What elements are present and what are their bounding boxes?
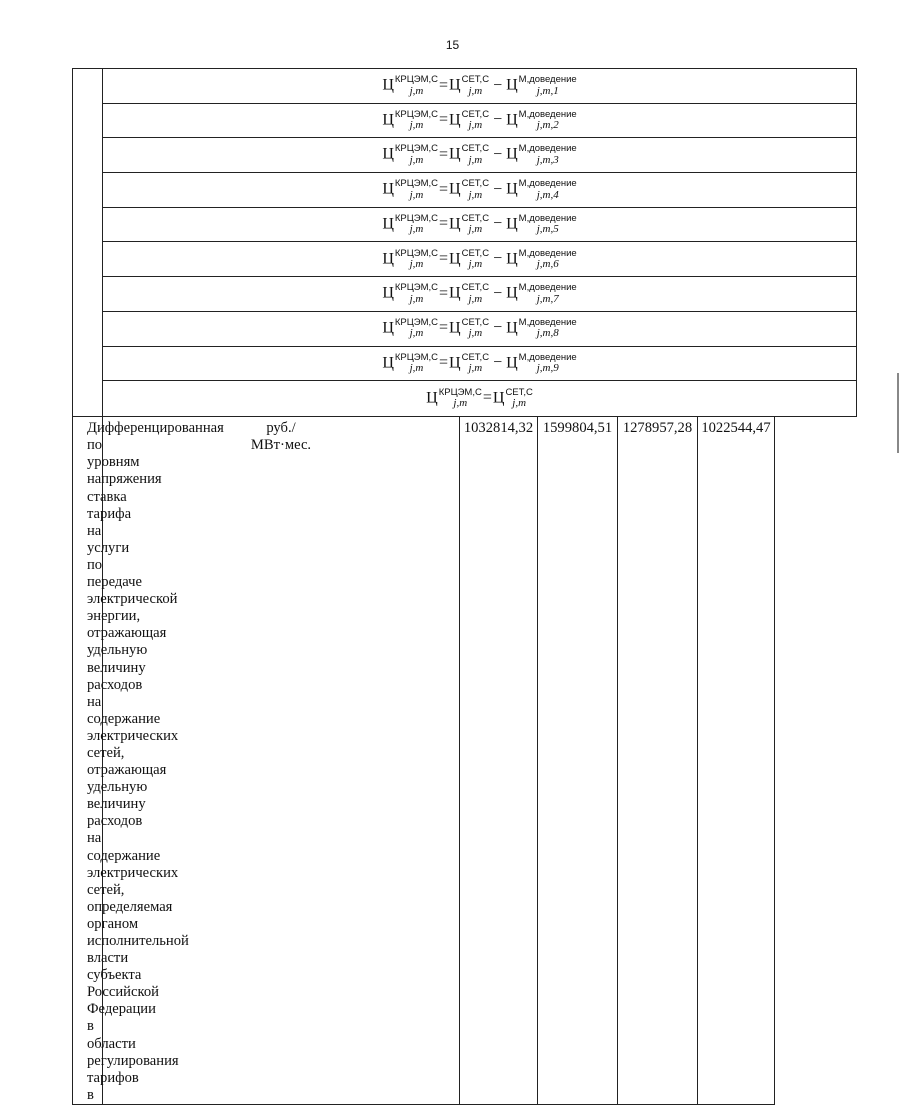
formula-term-indices bbox=[462, 353, 489, 375]
formula bbox=[382, 249, 576, 271]
formula-cell bbox=[103, 173, 857, 208]
value-cell-2: 1599804,51 bbox=[538, 417, 618, 1105]
formula-term-subtracted-superscript: М,доведение bbox=[518, 178, 577, 190]
formula-term-subtracted-base: Ц bbox=[506, 180, 518, 198]
formula-lhs-indices bbox=[395, 110, 438, 132]
formula-term-subtracted-base: Ц bbox=[506, 354, 518, 372]
formula-term-subtracted-indices bbox=[519, 144, 577, 166]
formula-term-subtracted-subscript: j,m,3 bbox=[536, 153, 559, 166]
formula bbox=[382, 144, 576, 166]
unit-line-2: МВт·мес. bbox=[250, 437, 312, 454]
formula-lhs-superscript: КРЦЭМ,С bbox=[394, 282, 439, 294]
formula-lhs-indices bbox=[395, 179, 438, 201]
formula-term-subtracted-superscript: М,доведение bbox=[518, 351, 577, 363]
formula-term-subscript: j,m bbox=[468, 292, 483, 305]
formula-lhs-subscript: j,m bbox=[409, 223, 424, 236]
formula-lhs-subscript: j,m bbox=[409, 188, 424, 201]
formula-cell bbox=[103, 207, 857, 242]
formula-term-subtracted-subscript: j,m,2 bbox=[536, 119, 559, 132]
formula-term-subscript: j,m bbox=[468, 327, 483, 340]
formula-lhs-indices bbox=[439, 388, 482, 410]
formula-term-subtracted-base: Ц bbox=[506, 284, 518, 302]
formula-lhs-indices bbox=[395, 353, 438, 375]
formula-lhs-superscript: КРЦЭМ,С bbox=[394, 351, 439, 363]
formula-term-subscript: j,m bbox=[468, 223, 483, 236]
minus-sign: − bbox=[493, 111, 503, 129]
formula-lhs-superscript: КРЦЭМ,С bbox=[394, 143, 439, 155]
formula-term-superscript: СЕТ,С bbox=[461, 351, 490, 363]
formula-term-subscript: j,m bbox=[468, 258, 483, 271]
formula-lhs-base: Ц bbox=[382, 111, 394, 129]
formula-cell bbox=[103, 311, 857, 346]
formula-term-superscript: СЕТ,С bbox=[461, 282, 490, 294]
formula-lhs-superscript: КРЦЭМ,С bbox=[394, 212, 439, 224]
formula-lhs-base: Ц bbox=[382, 319, 394, 337]
formula-lhs-superscript: КРЦЭМ,С bbox=[394, 178, 439, 190]
formula-row bbox=[73, 207, 857, 242]
formula-lhs-subscript: j,m bbox=[409, 258, 424, 271]
formula-lhs-subscript: j,m bbox=[453, 397, 468, 410]
minus-sign: − bbox=[493, 76, 503, 94]
formula-term-subtracted-base: Ц bbox=[506, 111, 518, 129]
value-cell-4: 1022544,47 bbox=[698, 417, 775, 1105]
equals-sign: = bbox=[439, 284, 449, 302]
formula-lhs-subscript: j,m bbox=[409, 119, 424, 132]
formula-term-subtracted-indices bbox=[519, 353, 577, 375]
formula-row bbox=[73, 173, 857, 208]
formula-term-subtracted-base: Ц bbox=[506, 76, 518, 94]
formula-lhs-base: Ц bbox=[382, 354, 394, 372]
formula-term-superscript: СЕТ,С bbox=[461, 74, 490, 86]
formula-term-superscript: СЕТ,С bbox=[461, 178, 490, 190]
formula-row bbox=[73, 242, 857, 277]
formula-lhs-base: Ц bbox=[382, 180, 394, 198]
formula-term-subtracted-superscript: М,доведение bbox=[518, 212, 577, 224]
formula-term-subtracted-subscript: j,m,6 bbox=[536, 258, 559, 271]
formula-row bbox=[73, 138, 857, 173]
formula-term-subtracted-indices bbox=[519, 214, 577, 236]
minus-sign: − bbox=[493, 249, 503, 267]
formula-term-indices bbox=[505, 388, 532, 410]
formula-term-subscript: j,m bbox=[512, 397, 527, 410]
minus-sign: − bbox=[493, 215, 503, 233]
formula bbox=[382, 353, 576, 375]
formula-term-base: Ц bbox=[449, 111, 461, 129]
formula-cell bbox=[103, 69, 857, 104]
formula-term-subscript: j,m bbox=[468, 119, 483, 132]
formula-term-indices bbox=[462, 110, 489, 132]
formula-cell bbox=[103, 138, 857, 173]
formula-lhs-superscript: КРЦЭМ,С bbox=[394, 108, 439, 120]
formula-term-indices bbox=[462, 249, 489, 271]
formula-cell bbox=[103, 103, 857, 138]
formula-term-subtracted-superscript: М,доведение bbox=[518, 108, 577, 120]
formula-term-subscript: j,m bbox=[468, 153, 483, 166]
formula-term-subtracted-indices bbox=[519, 249, 577, 271]
formula-term-indices bbox=[462, 318, 489, 340]
formula-term-superscript: СЕТ,С bbox=[505, 386, 533, 398]
formula-term-subtracted-subscript: j,m,8 bbox=[536, 327, 559, 340]
formula-term-superscript: СЕТ,С bbox=[461, 143, 490, 155]
formula-term-subtracted-indices bbox=[519, 75, 577, 97]
formula-lhs-indices bbox=[395, 249, 438, 271]
formula-lhs-indices bbox=[395, 318, 438, 340]
formula-term-subtracted-indices bbox=[519, 283, 577, 305]
value-cell-3: 1278957,28 bbox=[618, 417, 698, 1105]
formula-term-subtracted-subscript: j,m,1 bbox=[536, 84, 559, 97]
unit-line-1: руб./ bbox=[266, 420, 296, 437]
formula-term-subtracted-base: Ц bbox=[506, 319, 518, 337]
formula-row bbox=[73, 277, 857, 312]
formula-lhs-base: Ц bbox=[382, 284, 394, 302]
formula bbox=[382, 75, 576, 97]
formula-lhs-superscript: КРЦЭМ,С bbox=[394, 247, 439, 259]
formula bbox=[382, 110, 576, 132]
equals-sign: = bbox=[439, 319, 449, 337]
formula-term-subtracted-subscript: j,m,7 bbox=[536, 292, 559, 305]
formula-term-superscript: СЕТ,С bbox=[461, 212, 490, 224]
formula-term-indices bbox=[462, 144, 489, 166]
equals-sign: = bbox=[439, 249, 449, 267]
formula-lhs-superscript: КРЦЭМ,С bbox=[394, 74, 439, 86]
equals-sign: = bbox=[439, 215, 449, 233]
formula-term-subtracted-superscript: М,доведение bbox=[518, 74, 577, 86]
formula-term-superscript: СЕТ,С bbox=[461, 108, 490, 120]
formula-term-base: Ц bbox=[449, 215, 461, 233]
formula-term-subtracted-base: Ц bbox=[506, 145, 518, 163]
formula-lhs-base: Ц bbox=[382, 249, 394, 267]
formula-term-base: Ц bbox=[449, 354, 461, 372]
formula-term-indices bbox=[462, 283, 489, 305]
formula-lhs-base: Ц bbox=[382, 215, 394, 233]
formula-term-subscript: j,m bbox=[468, 362, 483, 375]
equals-sign: = bbox=[439, 76, 449, 94]
formula-term-indices bbox=[462, 75, 489, 97]
value-cell-1: 1032814,32 bbox=[460, 417, 538, 1105]
formula bbox=[382, 318, 576, 340]
formula-term-subtracted-superscript: М,доведение bbox=[518, 316, 577, 328]
formula-term-subtracted-indices bbox=[519, 318, 577, 340]
formula-row bbox=[73, 346, 857, 381]
formula-lhs-indices bbox=[395, 144, 438, 166]
formula-cell bbox=[103, 381, 857, 417]
formula-lhs-superscript: КРЦЭМ,С bbox=[438, 386, 482, 398]
formula-term-subtracted-subscript: j,m,5 bbox=[536, 223, 559, 236]
formula-term-subtracted-base: Ц bbox=[506, 215, 518, 233]
equals-sign: = bbox=[439, 180, 449, 198]
equals-sign: = bbox=[439, 354, 449, 372]
formula-lhs-subscript: j,m bbox=[409, 362, 424, 375]
formula-term-subtracted-base: Ц bbox=[506, 249, 518, 267]
formula-term-base: Ц bbox=[492, 389, 505, 407]
formula bbox=[382, 283, 576, 305]
formula-term-base: Ц bbox=[449, 319, 461, 337]
minus-sign: − bbox=[493, 284, 503, 302]
formula-term-indices bbox=[462, 179, 489, 201]
minus-sign: − bbox=[493, 180, 503, 198]
formula-term-base: Ц bbox=[449, 284, 461, 302]
formula-lhs-subscript: j,m bbox=[409, 327, 424, 340]
formula-lhs-indices bbox=[395, 283, 438, 305]
formula-term-subtracted-indices bbox=[519, 110, 577, 132]
formula-lhs-base: Ц bbox=[382, 76, 394, 94]
minus-sign: − bbox=[493, 354, 503, 372]
formula-term-base: Ц bbox=[449, 180, 461, 198]
formula-term-subscript: j,m bbox=[468, 188, 483, 201]
formula-term-subtracted-indices bbox=[519, 179, 577, 201]
formula-row bbox=[73, 381, 857, 417]
row-number-cell bbox=[73, 69, 103, 417]
formula-row bbox=[73, 69, 857, 104]
formula-lhs-subscript: j,m bbox=[409, 153, 424, 166]
formula-row bbox=[73, 311, 857, 346]
formula-term-indices bbox=[462, 214, 489, 236]
unit-cell bbox=[103, 417, 460, 1105]
margin-mark bbox=[897, 373, 899, 453]
formula-lhs-superscript: КРЦЭМ,С bbox=[394, 316, 439, 328]
formula-term-superscript: СЕТ,С bbox=[461, 247, 490, 259]
formula-term-base: Ц bbox=[449, 76, 461, 94]
formula-lhs-base: Ц bbox=[426, 389, 438, 407]
formula bbox=[382, 179, 576, 201]
formula-cell bbox=[103, 242, 857, 277]
formula-term-subtracted-superscript: М,доведение bbox=[518, 247, 577, 259]
tariff-description: Дифференцированная по уровням напряжения ставка тарифа на услуги по передаче электрической энергии, отражающая удельную величину расходов на содержание электрических сетей, отражающая удельную величину расходов на содержание электрических сетей, определяемая органом исполнительной власти субъекта Российской Федерации в области регулирования тарифов в bbox=[73, 417, 103, 1105]
formula-term-base: Ц bbox=[449, 145, 461, 163]
formula bbox=[382, 214, 576, 236]
formula-term-subscript: j,m bbox=[468, 84, 483, 97]
page-number: 15 bbox=[445, 38, 460, 52]
tariff-table bbox=[72, 68, 857, 1105]
formula-term-subtracted-superscript: М,доведение bbox=[518, 282, 577, 294]
formula-term-base: Ц bbox=[449, 249, 461, 267]
equals-sign: = bbox=[439, 145, 449, 163]
equals-sign: = bbox=[482, 389, 492, 407]
formula-lhs-subscript: j,m bbox=[409, 292, 424, 305]
formula-term-subtracted-superscript: М,доведение bbox=[518, 143, 577, 155]
formula-term-subtracted-subscript: j,m,4 bbox=[536, 188, 559, 201]
formula-lhs-indices bbox=[395, 75, 438, 97]
minus-sign: − bbox=[493, 145, 503, 163]
formula-cell bbox=[103, 277, 857, 312]
formula-row bbox=[73, 103, 857, 138]
formula-term-subtracted-subscript: j,m,9 bbox=[536, 362, 559, 375]
formula-lhs-base: Ц bbox=[382, 145, 394, 163]
minus-sign: − bbox=[493, 319, 503, 337]
formula-cell bbox=[103, 346, 857, 381]
formula-lhs-indices bbox=[395, 214, 438, 236]
formula-term-superscript: СЕТ,С bbox=[461, 316, 490, 328]
tariff-row bbox=[73, 417, 857, 1105]
equals-sign: = bbox=[439, 111, 449, 129]
formula-lhs-subscript: j,m bbox=[409, 84, 424, 97]
formula bbox=[426, 388, 533, 410]
